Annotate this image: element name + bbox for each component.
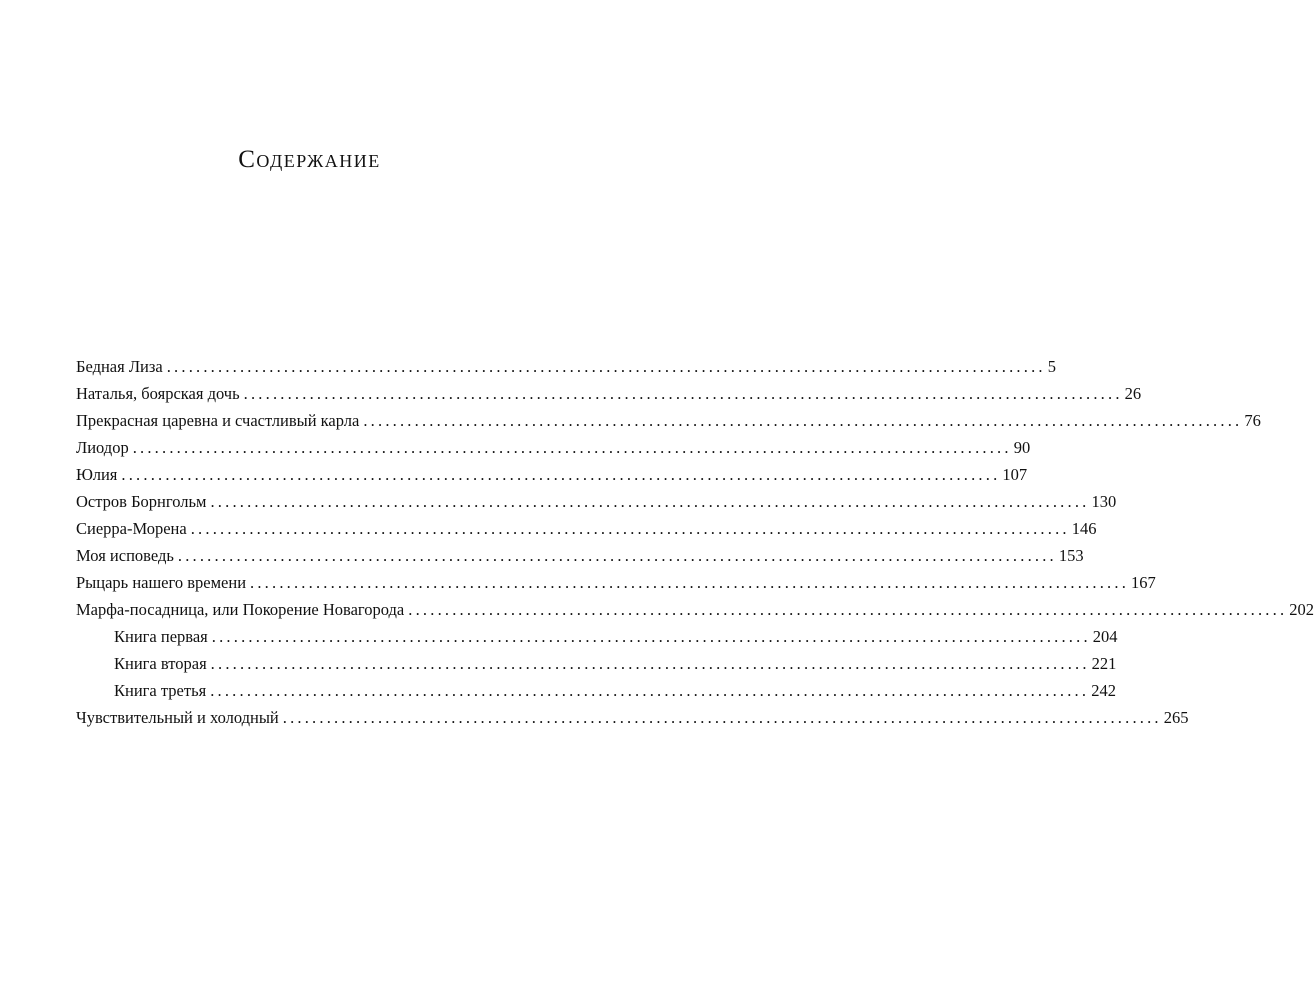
toc-entry-page: 90: [1013, 438, 1031, 457]
toc-entry-title: Чувствительный и холодный: [76, 708, 279, 727]
toc-entry: [76, 407, 1261, 434]
toc-entry-title: Книга третья: [114, 681, 207, 700]
toc-entry-page: 204: [1092, 627, 1118, 646]
toc-entry-title: Наталья, боярская дочь: [76, 384, 240, 403]
toc-leader-dots: ........................................................................................................................: [282, 708, 1162, 727]
toc-entry: [76, 434, 1031, 461]
toc-entry-title: Бедная Лиза: [76, 357, 163, 376]
table-of-contents: [76, 353, 1314, 731]
toc-entry-page: 221: [1091, 654, 1117, 673]
toc-leader-dots: ........................................................................................................................: [166, 357, 1046, 376]
toc-entry: [76, 542, 1084, 569]
toc-leader-dots: ........................................................................................................................: [210, 681, 1090, 700]
toc-entry-title: Остров Борнгольм: [76, 492, 207, 511]
toc-leader-dots: ........................................................................................................................: [211, 627, 1091, 646]
toc-subentry: [76, 677, 1116, 704]
toc-entry-page: 167: [1131, 573, 1156, 592]
toc-entry-page: 107: [1002, 465, 1028, 484]
toc-entry-title: Рыцарь нашего времени: [76, 573, 247, 592]
toc-entry: [76, 569, 1156, 596]
toc-entry-title: Прекрасная царевна и счастливый карла: [76, 411, 360, 430]
toc-entry: [76, 515, 1097, 542]
toc-leader-dots: ........................................................................................................................: [250, 573, 1130, 592]
toc-entry: [76, 461, 1028, 488]
toc-leader-dots: ........................................................................................................................: [363, 411, 1243, 430]
toc-entry-page: 153: [1058, 546, 1084, 565]
toc-entry-title: Лиодор: [76, 438, 129, 457]
toc-entry-title: Книга вторая: [114, 654, 207, 673]
toc-leader-dots: ........................................................................................................................: [121, 465, 1001, 484]
toc-entry: [76, 353, 1056, 380]
toc-entry-page: 76: [1244, 411, 1261, 430]
toc-entry-title: Марфа-посадница, или Покорение Новагорода: [76, 600, 405, 619]
toc-leader-dots: ........................................................................................................................: [210, 654, 1090, 673]
page-title: Содержание: [238, 146, 381, 173]
toc-entry-title: Книга первая: [114, 627, 208, 646]
toc-leader-dots: ........................................................................................................................: [243, 384, 1123, 403]
toc-entry-page: 265: [1163, 708, 1189, 727]
toc-entry: [76, 704, 1189, 731]
toc-entry-page: 242: [1091, 681, 1116, 700]
toc-leader-dots: ........................................................................................................................: [408, 600, 1288, 619]
toc-entry: [76, 596, 1314, 623]
toc-subentry: [76, 623, 1118, 650]
toc-entry-page: 5: [1047, 357, 1056, 376]
toc-entry-title: Сиерра-Морена: [76, 519, 187, 538]
toc-entry: [76, 488, 1117, 515]
toc-entry-page: 146: [1071, 519, 1097, 538]
toc-entry: [76, 380, 1142, 407]
toc-leader-dots: ........................................................................................................................: [190, 519, 1070, 538]
toc-entry-title: Моя исповедь: [76, 546, 174, 565]
toc-entry-page: 202: [1289, 600, 1314, 619]
toc-leader-dots: ........................................................................................................................: [132, 438, 1012, 457]
toc-leader-dots: ........................................................................................................................: [210, 492, 1090, 511]
toc-subentry: [76, 650, 1117, 677]
toc-entry-page: 26: [1124, 384, 1142, 403]
toc-leader-dots: ........................................................................................................................: [177, 546, 1057, 565]
toc-entry-page: 130: [1091, 492, 1117, 511]
toc-entry-title: Юлия: [76, 465, 118, 484]
